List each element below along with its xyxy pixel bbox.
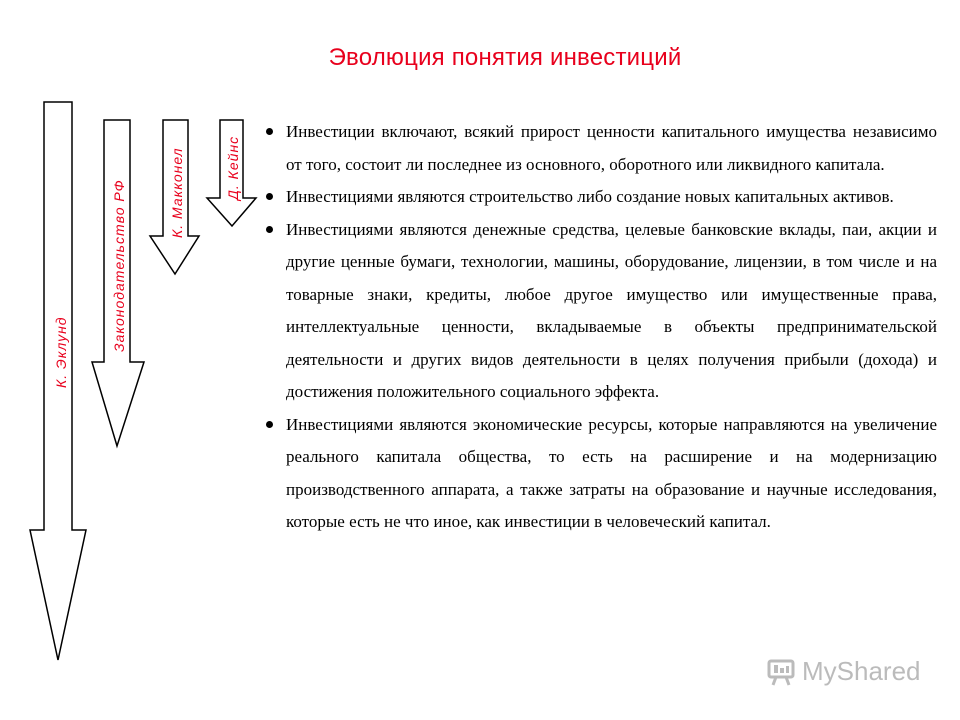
slide-title: Эволюция понятия инвестиций bbox=[328, 44, 682, 71]
definition-text: Инвестициями являются экономические ресурсы, которые направляются на увеличение реального капитала общества, то есть на расширение и на модернизацию производственного аппарата, а также затраты на образование и научные исследования, которые есть не что иное, как инвестиции в человеческий капитал. bbox=[286, 414, 937, 531]
bullet-icon bbox=[266, 226, 273, 233]
definition-item bbox=[262, 116, 937, 181]
definition-text: Инвестициями являются денежные средства, целевые банковские вклады, паи, акции и другие ценные бумаги, технологии, машины, оборудование, лицензии, в том числе и на товарные знаки, кредиты, любое другое имущество или имущественные права, интеллектуальные ценности, вкладываемые в объекты предпринимательской деятельности и других видов деятельности в целях получения прибыли (дохода) и достижения положительного социального эффекта. bbox=[286, 219, 937, 401]
definition-text: Инвестиции включают, всякий прирост ценности капитального имущества независимо от того, состоит ли последнее из основного, оборотного или ликвидного капитала. bbox=[286, 122, 937, 174]
watermark-logo bbox=[766, 656, 921, 687]
arrow-label-eklund: К. Эклунд bbox=[53, 316, 69, 388]
arrow-label-legislation: Законодательство РФ bbox=[111, 179, 127, 352]
definition-item bbox=[262, 214, 937, 409]
definitions-list bbox=[262, 116, 937, 539]
logo-text: MyShared bbox=[802, 656, 921, 686]
definition-text: Инвестициями являются строительство либо создание новых капитальных активов. bbox=[286, 187, 894, 206]
definition-item bbox=[262, 181, 937, 214]
definition-item bbox=[262, 409, 937, 539]
arrow-label-mcconnell: К. Макконел bbox=[169, 147, 185, 238]
bullet-icon bbox=[266, 193, 273, 200]
arrow-label-keynes: Д. Кейнс bbox=[225, 135, 241, 200]
bullet-icon bbox=[266, 421, 273, 428]
presentation-board-icon bbox=[766, 657, 796, 687]
bullet-icon bbox=[266, 128, 273, 135]
